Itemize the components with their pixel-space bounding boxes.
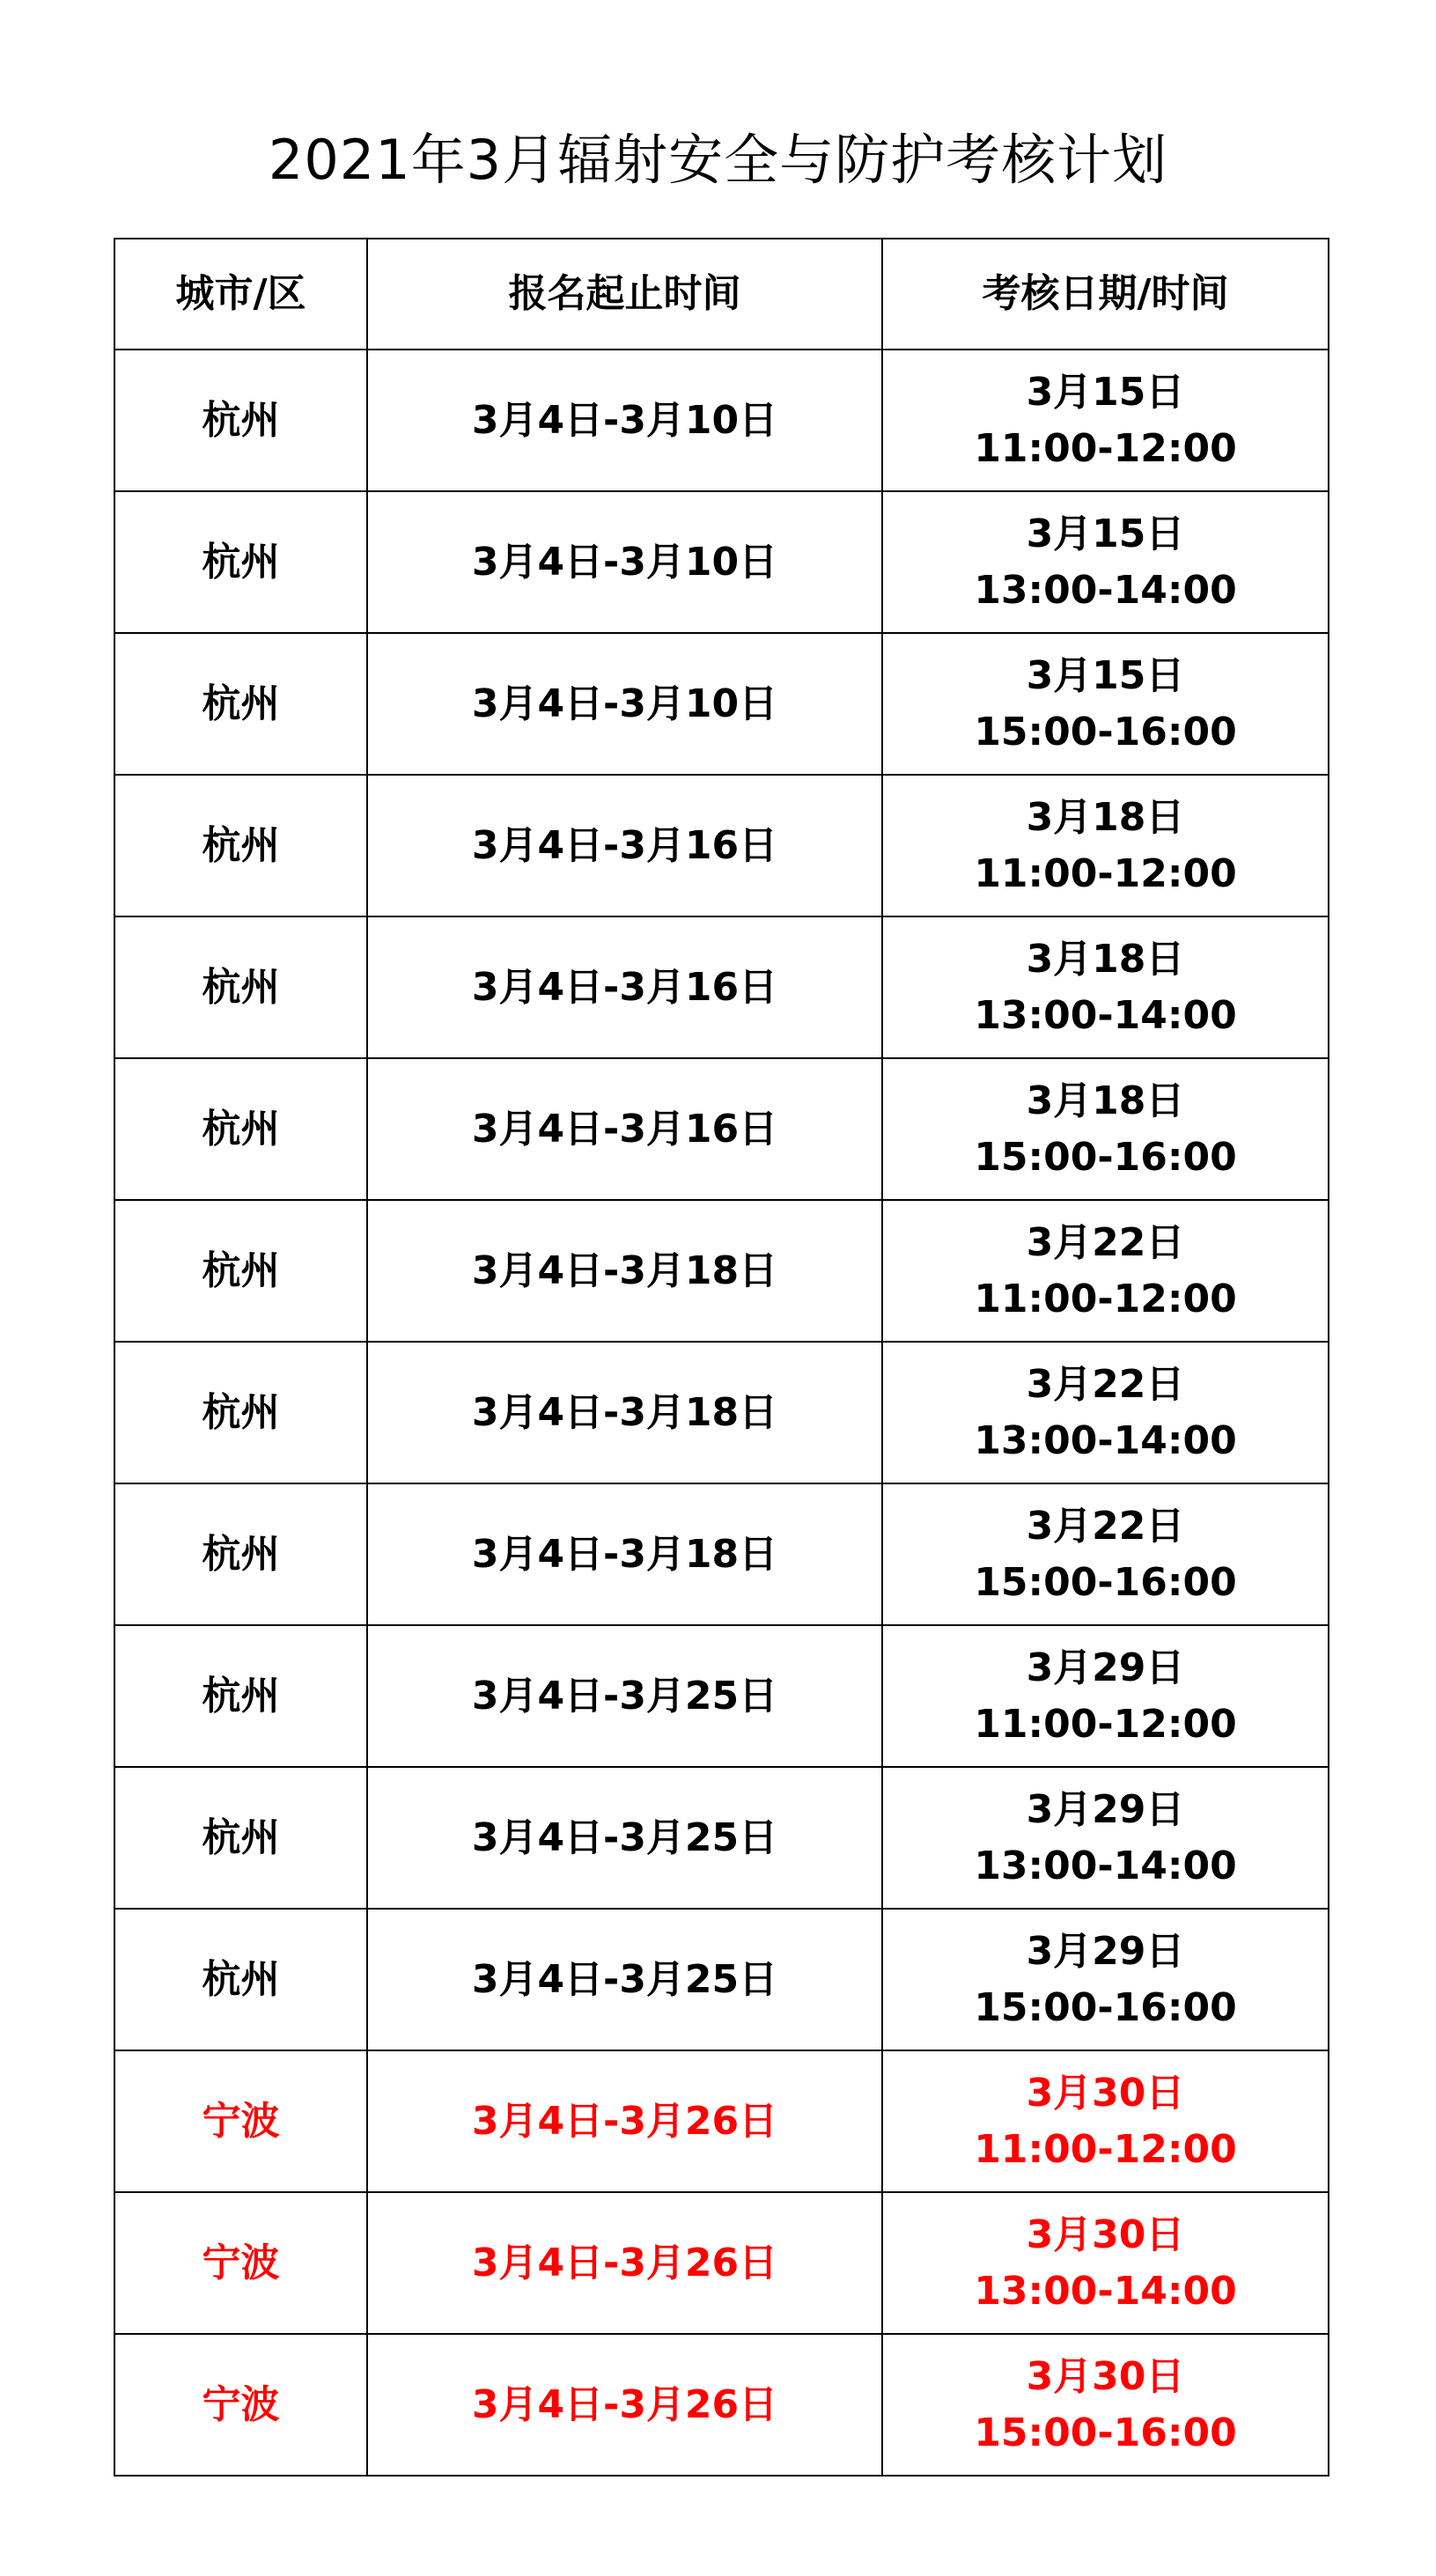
exam-time: 15:00-16:00: [974, 1559, 1237, 1605]
table-header-row: [114, 239, 1329, 350]
table-row: [114, 491, 1329, 633]
table-row: [114, 1483, 1329, 1625]
cell-city: 杭州: [114, 350, 367, 491]
table-row: [114, 1200, 1329, 1342]
cell-exam-datetime: [882, 1342, 1329, 1483]
cell-registration-period: 3月4日-3月10日: [367, 491, 882, 633]
exam-time: 13:00-14:00: [974, 1417, 1237, 1463]
cell-city: 杭州: [114, 1625, 367, 1767]
cell-city: 杭州: [114, 916, 367, 1058]
cell-registration-period: 3月4日-3月16日: [367, 1058, 882, 1200]
cell-city: 杭州: [114, 775, 367, 916]
exam-date: 3月15日: [1026, 369, 1185, 415]
header-city: 城市/区: [114, 239, 367, 350]
exam-time: 11:00-12:00: [974, 1276, 1237, 1321]
cell-city: 杭州: [114, 1767, 367, 1909]
cell-registration-period: 3月4日-3月25日: [367, 1625, 882, 1767]
exam-time: 11:00-12:00: [974, 850, 1237, 896]
exam-date: 3月29日: [1026, 1928, 1185, 1974]
cell-registration-period: 3月4日-3月25日: [367, 1767, 882, 1909]
table-row: [114, 2050, 1329, 2192]
cell-city: 杭州: [114, 1483, 367, 1625]
cell-exam-datetime: [882, 1058, 1329, 1200]
table-row: [114, 1625, 1329, 1767]
exam-time: 15:00-16:00: [974, 1984, 1237, 2030]
table-row: [114, 2192, 1329, 2334]
cell-city: 杭州: [114, 1909, 367, 2050]
cell-city: 杭州: [114, 1200, 367, 1342]
cell-registration-period: 3月4日-3月25日: [367, 1909, 882, 2050]
table-row: [114, 633, 1329, 775]
exam-time: 11:00-12:00: [974, 425, 1237, 471]
exam-time: 13:00-14:00: [974, 992, 1237, 1038]
cell-exam-datetime: [882, 1909, 1329, 2050]
table-row: [114, 350, 1329, 491]
table-row: [114, 916, 1329, 1058]
cell-city: 杭州: [114, 1342, 367, 1483]
exam-schedule-table: [114, 238, 1329, 2477]
table-row: [114, 1767, 1329, 1909]
table-row: [114, 1909, 1329, 2050]
exam-date: 3月18日: [1026, 936, 1185, 982]
cell-exam-datetime: [882, 2192, 1329, 2334]
cell-exam-datetime: [882, 1483, 1329, 1625]
cell-registration-period: 3月4日-3月10日: [367, 633, 882, 775]
exam-date: 3月18日: [1026, 794, 1185, 840]
exam-date: 3月15日: [1026, 511, 1185, 556]
cell-exam-datetime: [882, 1767, 1329, 1909]
page-title: 2021年3月辐射安全与防护考核计划: [268, 127, 1168, 192]
cell-city: 杭州: [114, 633, 367, 775]
cell-registration-period: 3月4日-3月18日: [367, 1200, 882, 1342]
exam-time: 15:00-16:00: [974, 2410, 1237, 2455]
exam-time: 15:00-16:00: [974, 1134, 1237, 1180]
exam-time: 15:00-16:00: [974, 709, 1237, 754]
cell-registration-period: 3月4日-3月16日: [367, 916, 882, 1058]
exam-date: 3月29日: [1026, 1645, 1185, 1690]
cell-registration-period: 3月4日-3月10日: [367, 350, 882, 491]
header-registration-period: 报名起止时间: [367, 239, 882, 350]
cell-city: 宁波: [114, 2050, 367, 2192]
cell-exam-datetime: [882, 775, 1329, 916]
cell-registration-period: 3月4日-3月18日: [367, 1483, 882, 1625]
table-row: [114, 775, 1329, 916]
cell-exam-datetime: [882, 350, 1329, 491]
exam-time: 13:00-14:00: [974, 1843, 1237, 1888]
cell-registration-period: 3月4日-3月26日: [367, 2050, 882, 2192]
exam-date: 3月29日: [1026, 1786, 1185, 1832]
cell-exam-datetime: [882, 491, 1329, 633]
exam-time: 11:00-12:00: [974, 1701, 1237, 1747]
exam-date: 3月22日: [1026, 1219, 1185, 1265]
exam-time: 13:00-14:00: [974, 567, 1237, 613]
exam-date: 3月15日: [1026, 652, 1185, 698]
exam-date: 3月30日: [1026, 2212, 1185, 2257]
cell-exam-datetime: [882, 1625, 1329, 1767]
table-row: [114, 2334, 1329, 2476]
exam-date: 3月30日: [1026, 2070, 1185, 2116]
cell-exam-datetime: [882, 2050, 1329, 2192]
table-row: [114, 1342, 1329, 1483]
cell-registration-period: 3月4日-3月16日: [367, 775, 882, 916]
exam-date: 3月30日: [1026, 2353, 1185, 2399]
cell-registration-period: 3月4日-3月26日: [367, 2192, 882, 2334]
cell-registration-period: 3月4日-3月26日: [367, 2334, 882, 2476]
cell-registration-period: 3月4日-3月18日: [367, 1342, 882, 1483]
cell-city: 宁波: [114, 2334, 367, 2476]
header-exam-datetime: 考核日期/时间: [882, 239, 1329, 350]
cell-exam-datetime: [882, 2334, 1329, 2476]
exam-date: 3月18日: [1026, 1078, 1185, 1123]
exam-time: 13:00-14:00: [974, 2268, 1237, 2314]
cell-exam-datetime: [882, 633, 1329, 775]
cell-city: 杭州: [114, 1058, 367, 1200]
cell-exam-datetime: [882, 1200, 1329, 1342]
cell-exam-datetime: [882, 916, 1329, 1058]
cell-city: 杭州: [114, 491, 367, 633]
cell-city: 宁波: [114, 2192, 367, 2334]
exam-time: 11:00-12:00: [974, 2126, 1237, 2172]
exam-date: 3月22日: [1026, 1361, 1185, 1407]
table-row: [114, 1058, 1329, 1200]
exam-date: 3月22日: [1026, 1503, 1185, 1549]
